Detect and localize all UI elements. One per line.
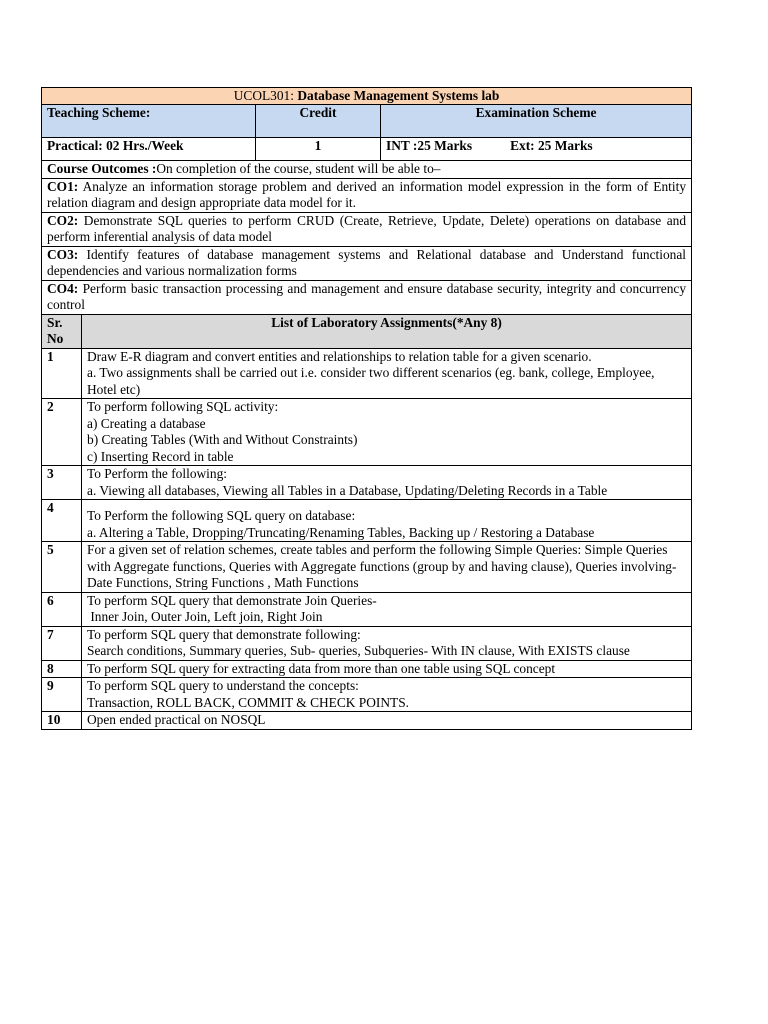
- lab-description: [82, 348, 692, 399]
- lab-row: [42, 626, 692, 660]
- lab-number: 10: [42, 712, 82, 730]
- lab-line: a. Viewing all databases, Viewing all Tables in a Database, Updating/Deleting Records in a Table: [87, 482, 608, 498]
- lab-row: [42, 678, 692, 712]
- lab-number: 7: [42, 626, 82, 660]
- lab-line: For a given set of relation schemes, create tables and perform the following Simple Queries: Simple Queries with Aggregate functions, Queries with Aggregate functions (group by and having clause), Queries involving- Date Functions, String Functions , Math Functions: [87, 542, 677, 590]
- lab-description: [82, 466, 692, 500]
- lab-line: To perform SQL query for extracting data from more than one table using SQL concept: [87, 660, 556, 676]
- lab-description: [82, 399, 692, 466]
- lab-row: [42, 542, 692, 593]
- lab-line: a. Altering a Table, Dropping/Truncating/Renaming Tables, Backing up / Restoring a Database: [87, 524, 595, 540]
- lab-line: Search conditions, Summary queries, Sub- queries, Subqueries- With IN clause, With EXISTS clause: [87, 643, 630, 658]
- lab-line: To perform SQL query to understand the concepts:: [87, 678, 359, 693]
- outcome-row-co2: [42, 212, 692, 246]
- lab-line: b) Creating Tables (With and Without Constraints): [87, 432, 358, 447]
- syllabus-table: [41, 87, 692, 730]
- lab-line: Open ended practical on NOSQL: [87, 712, 266, 727]
- lab-number: 5: [42, 542, 82, 593]
- co-label: CO4:: [47, 280, 79, 296]
- scheme-values-row: [42, 138, 692, 161]
- co-text: Demonstrate SQL queries to perform CRUD (Create, Retrieve, Update, Delete) operations on database and perform inferential analysis of data model: [47, 212, 687, 244]
- outcome-row-co4: [42, 280, 692, 314]
- lab-line: To perform following SQL activity:: [87, 399, 279, 414]
- credit-value: 1: [256, 138, 381, 161]
- lab-row: [42, 500, 692, 542]
- lab-description: [82, 500, 692, 542]
- lab-number: 1: [42, 348, 82, 399]
- lab-row: [42, 466, 692, 500]
- lab-line: To Perform the following:: [87, 466, 228, 481]
- lab-line: Transaction, ROLL BACK, COMMIT & CHECK POINTS.: [87, 694, 410, 710]
- int-marks: INT :25 Marks: [386, 138, 473, 153]
- course-outcomes-label: Course Outcomes :: [47, 161, 157, 176]
- course-outcomes-text: On completion of the course, student will be able to–: [156, 161, 441, 176]
- lab-line: To perform SQL query that demonstrate following:: [87, 626, 361, 642]
- co-text: Perform basic transaction processing and management and ensure database security, integrity and concurrency control: [47, 280, 687, 312]
- lab-line: To Perform the following SQL query on database:: [87, 508, 356, 523]
- course-title: [42, 88, 692, 105]
- lab-row: [42, 348, 692, 399]
- co-label: CO1:: [47, 178, 79, 194]
- lab-line: Inner Join, Outer Join, Left join, Right Join: [87, 609, 323, 624]
- lab-description: [82, 542, 692, 593]
- lab-line: Draw E-R diagram and convert entities and relationships to relation table for a given scenario.: [87, 348, 592, 364]
- course-code: UCOL301:: [233, 88, 294, 103]
- outcome-row-co1: [42, 178, 692, 212]
- credit-header: Credit: [256, 105, 381, 138]
- lab-number: 3: [42, 466, 82, 500]
- teaching-scheme-header: Teaching Scheme:: [42, 105, 256, 138]
- lab-description: [82, 712, 692, 730]
- co-text: Analyze an information storage problem and derived an information model expression in the form of Entity relation diagram and design appropriate data model for it.: [47, 178, 687, 210]
- lab-line: a) Creating a database: [87, 415, 206, 431]
- outcome-row-co3: [42, 246, 692, 280]
- course-title-row: [42, 88, 692, 105]
- lab-row: [42, 592, 692, 626]
- exam-marks: [381, 138, 692, 161]
- co-label: CO2:: [47, 212, 79, 228]
- co-label: CO3:: [47, 246, 79, 262]
- lab-description: [82, 678, 692, 712]
- lab-row: [42, 660, 692, 678]
- lab-number: 4: [42, 500, 82, 542]
- ext-marks: Ext: 25 Marks: [510, 138, 593, 153]
- exam-scheme-header: Examination Scheme: [381, 105, 692, 138]
- lab-line: a. Two assignments shall be carried out i.e. consider two different scenarios (eg. bank, college, Employee, Hotel etc): [87, 365, 655, 397]
- co-text: Identify features of database management systems and Relational database and Understand functional dependencies and various normalization forms: [47, 246, 687, 278]
- lab-list-header-row: [42, 314, 692, 348]
- lab-line: c) Inserting Record in table: [87, 448, 234, 464]
- lab-number: 9: [42, 678, 82, 712]
- scheme-header-row: [42, 105, 692, 138]
- lab-description: [82, 660, 692, 678]
- sr-no-header: Sr. No: [42, 314, 82, 348]
- course-outcomes-intro: [42, 161, 692, 179]
- course-outcomes-intro-row: [42, 161, 692, 179]
- lab-number: 8: [42, 660, 82, 678]
- lab-number: 2: [42, 399, 82, 466]
- syllabus-document: [41, 87, 691, 730]
- lab-row: [42, 712, 692, 730]
- lab-line: To perform SQL query that demonstrate Join Queries-: [87, 592, 377, 608]
- practical-hours: Practical: 02 Hrs./Week: [42, 138, 256, 161]
- lab-description: [82, 592, 692, 626]
- lab-list-header: List of Laboratory Assignments(*Any 8): [82, 314, 692, 348]
- lab-row: [42, 399, 692, 466]
- course-name: Database Management Systems lab: [297, 88, 500, 103]
- lab-number: 6: [42, 592, 82, 626]
- lab-description: [82, 626, 692, 660]
